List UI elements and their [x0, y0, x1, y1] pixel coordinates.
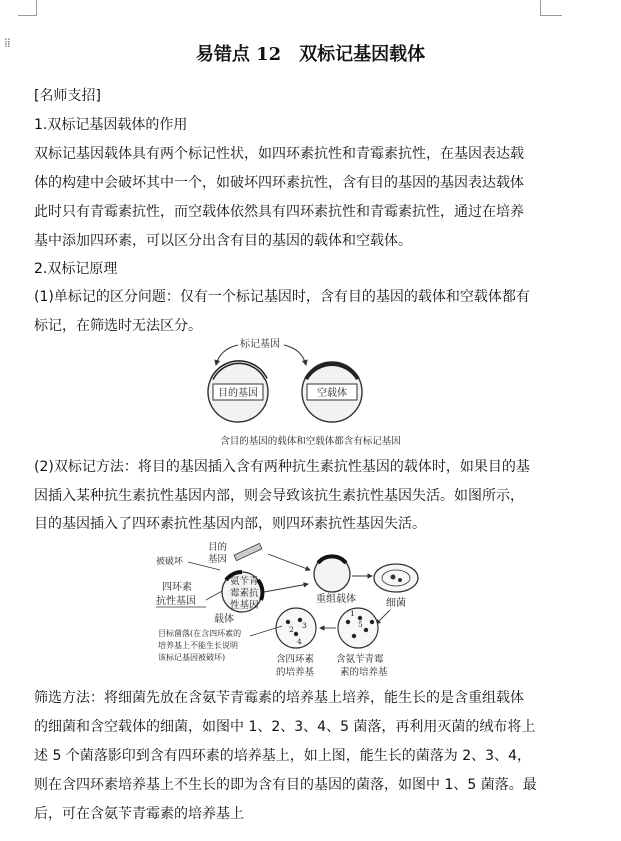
tet-gene-label-2: 抗性基因: [156, 596, 196, 607]
page-title: 易错点 12 双标记基因载体: [195, 44, 426, 65]
text-line: 则在含四环素培养基上不生长的即为含有目的基因的菌落，如图中 1、5 菌落。最: [34, 777, 537, 793]
target-label-1: 目的: [208, 542, 228, 553]
text-line: 的细菌和含空载体的细菌，如图中 1、2、3、4、5 菌落，再利用灭菌的绒布将上: [34, 719, 536, 735]
colony-label: 1: [350, 609, 355, 618]
destroyed-label: 被破坏: [156, 557, 184, 567]
colony-label: 3: [302, 621, 307, 630]
target-gene-label: 目的基因: [218, 388, 258, 399]
amp-medium-label-1: 含氨苄青霉: [336, 654, 384, 665]
text-line: 述 5 个菌落影印到含有四环素的培养基上，如上图，能生长的菌落为 2、3、4，: [34, 748, 531, 764]
bacteria-label: 细菌: [386, 598, 406, 609]
text-line: (1)单标记的区分问题：仅有一个标记基因时，含有目的基因的载体和空载体都有: [34, 289, 530, 305]
colony-label: 5: [358, 620, 363, 629]
text-line: 目的基因插入了四环素抗性基因内部，则四环素抗性基因失活。: [34, 516, 426, 532]
figure-double-marker: [150, 540, 430, 680]
tet-medium-label-1: 含四环素: [276, 654, 315, 665]
text-line: 此时只有青霉素抗性，而空载体依然具有四环素抗性和青霉素抗性，通过在培养: [34, 204, 524, 220]
text-line: 因插入某种抗生素抗性基因内部，则会导致该抗生素抗性基因失活。如图所示，: [34, 488, 524, 504]
amp-label-1: 氨苄青: [230, 576, 259, 587]
target-label-2: 基因: [208, 554, 228, 565]
text-line: 体的构建中会破坏其中一个，如破坏四环素抗性，含有目的基因的基因表达载体: [34, 175, 524, 191]
crop-mark: [18, 15, 37, 16]
tet-medium-label-2: 的培养基: [276, 667, 315, 678]
section-1-heading: 1.双标记基因载体的作用: [34, 117, 188, 133]
tet-gene-label: 四环素: [162, 582, 192, 593]
text-line: 双标记基因载体具有两个标记性状，如四环素抗性和青霉素抗性，在基因表达载: [34, 146, 524, 162]
text-line: 后，可在含氨苄青霉素的培养基上: [34, 806, 244, 822]
text-line: (2)双标记方法：将目的基因插入含有两种抗生素抗性基因的载体时，如果目的基: [34, 459, 530, 475]
colony-label: 2: [289, 625, 294, 634]
crop-mark: [540, 0, 541, 16]
crop-mark: [540, 15, 562, 16]
text-line: 筛选方法：将细菌先放在含氨苄青霉素的培养基上培养，能生长的是含重组载体: [34, 690, 524, 706]
amp-medium-label-2: 素的培养基: [340, 667, 388, 678]
empty-vector-label: 空载体: [317, 388, 347, 399]
crop-mark: [36, 0, 37, 16]
drag-handle-icon[interactable]: ⁞⁞: [4, 36, 10, 50]
figure-1-caption: 含目的基因的载体和空载体都含有标记基因: [220, 436, 401, 447]
note-line-2: 培养基上不能生长说明: [158, 641, 238, 650]
figure-single-marker: [190, 335, 440, 435]
text-line: 基中添加四环素，可以区分出含有目的基因的载体和空载体。: [34, 233, 412, 249]
colony-label: 4: [297, 637, 302, 646]
note-line-3: 该标记基因被破坏): [158, 653, 226, 662]
recombinant-label: 重组载体: [316, 594, 356, 605]
marker-gene-label: 标记基因: [240, 339, 280, 350]
tip-label: [名师支招]: [34, 88, 101, 104]
vector-label: 载体: [214, 614, 234, 625]
text-line: 标记，在筛选时无法区分。: [34, 318, 202, 334]
note-line-1: 目标菌落(在含四环素的: [158, 629, 242, 638]
section-2-heading: 2.双标记原理: [34, 261, 118, 277]
amp-label-2: 霉素抗: [230, 588, 259, 599]
amp-label-3: 性基因: [230, 600, 259, 611]
